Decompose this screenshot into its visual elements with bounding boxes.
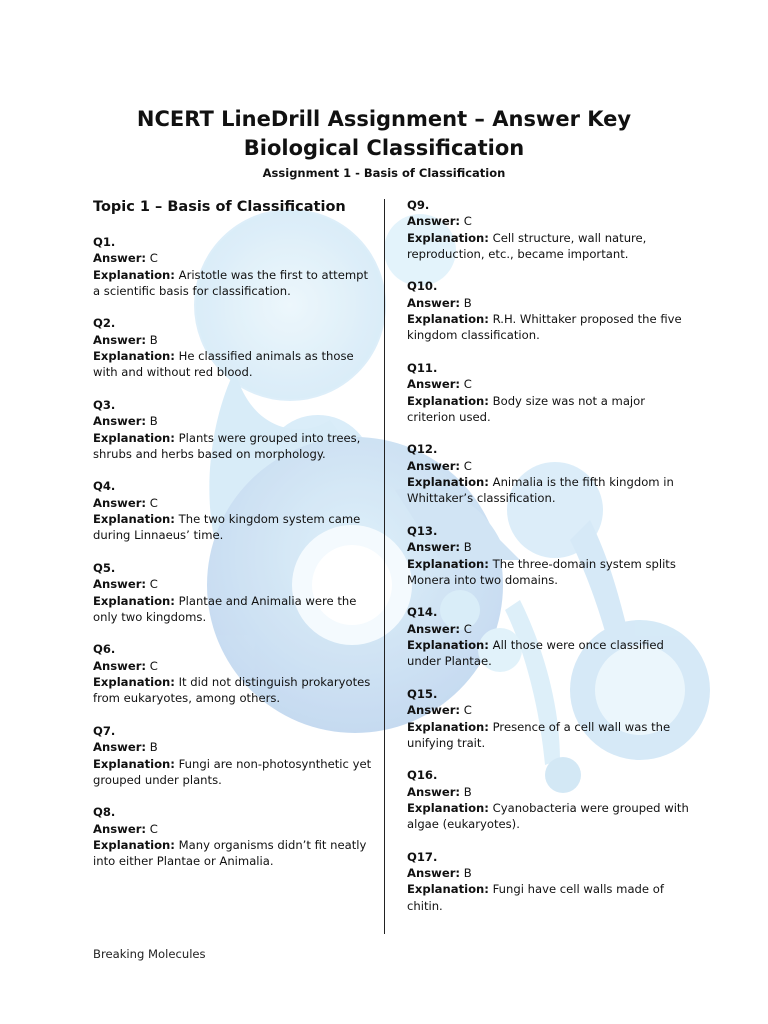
right-column xyxy=(407,197,689,930)
explanation-label: Explanation: xyxy=(407,556,489,571)
explanation-label: Explanation: xyxy=(407,882,489,897)
explanation-text: Body size was not a major criterion used. xyxy=(407,393,646,424)
explanation-text: Many organisms didn’t fit neatly into either Plantae or Animalia. xyxy=(93,837,367,869)
question-number: Q7. xyxy=(93,723,116,738)
answer-label: Answer: xyxy=(407,295,461,310)
answer-line xyxy=(93,413,375,429)
answer-value: B xyxy=(149,740,158,755)
question-block xyxy=(93,560,375,625)
explanation-line xyxy=(407,393,689,426)
question-number: Q5. xyxy=(93,560,116,575)
answer-label: Answer: xyxy=(407,458,461,473)
question-block xyxy=(93,234,375,299)
answer-value: C xyxy=(149,577,158,592)
answer-value: B xyxy=(463,866,472,881)
answer-line xyxy=(407,458,689,474)
answer-line xyxy=(407,784,689,800)
question-number: Q14. xyxy=(407,605,438,620)
explanation-line xyxy=(407,474,689,507)
explanation-label: Explanation: xyxy=(407,230,489,245)
explanation-label: Explanation: xyxy=(407,393,489,408)
question-block xyxy=(93,804,375,869)
question-number: Q12. xyxy=(407,442,438,457)
explanation-line xyxy=(407,881,689,914)
answer-label: Answer: xyxy=(93,332,147,347)
answer-line xyxy=(93,332,375,348)
answer-line xyxy=(407,376,689,392)
explanation-line xyxy=(407,800,689,833)
assignment-subtitle: Assignment 1 - Basis of Classification xyxy=(262,166,506,180)
explanation-text: Plantae and Animalia were the only two kingdoms. xyxy=(93,593,357,624)
explanation-label: Explanation: xyxy=(93,512,175,527)
answer-line xyxy=(93,250,375,266)
answer-line xyxy=(407,702,689,718)
explanation-text: The two kingdom system came during Linnaeus’ time. xyxy=(93,512,361,543)
explanation-label: Explanation: xyxy=(93,756,175,771)
answer-line xyxy=(407,621,689,637)
explanation-text: Fungi have cell walls made of chitin. xyxy=(407,882,664,913)
answer-label: Answer: xyxy=(407,866,461,881)
answer-value: C xyxy=(463,621,472,636)
explanation-text: All those were once classified under Plantae. xyxy=(407,638,664,669)
answer-line xyxy=(407,213,689,229)
answer-value: B xyxy=(149,332,158,347)
answer-line xyxy=(93,821,375,837)
answer-label: Answer: xyxy=(93,251,147,266)
explanation-line xyxy=(407,230,689,263)
document-title: NCERT LineDrill Assignment – Answer Key xyxy=(136,107,632,131)
explanation-label: Explanation: xyxy=(407,800,489,815)
question-number: Q13. xyxy=(407,523,438,538)
explanation-label: Explanation: xyxy=(407,475,489,490)
explanation-label: Explanation: xyxy=(93,430,175,445)
answer-label: Answer: xyxy=(93,740,147,755)
explanation-text: Cell structure, wall nature, reproduction, etc., became important. xyxy=(407,230,647,261)
explanation-text: R.H. Whittaker proposed the five kingdom classification. xyxy=(407,312,682,343)
question-block xyxy=(93,478,375,543)
explanation-text: He classified animals as those with and without red blood. xyxy=(93,349,354,380)
answer-label: Answer: xyxy=(407,621,461,636)
answer-value: C xyxy=(463,703,472,718)
footer-text: Breaking Molecules xyxy=(93,947,206,961)
question-number: Q9. xyxy=(407,198,430,212)
answer-value: B xyxy=(463,540,472,555)
question-number: Q2. xyxy=(93,316,116,331)
question-number: Q10. xyxy=(407,279,438,294)
answer-value: C xyxy=(149,821,158,836)
question-number: Q8. xyxy=(93,805,116,820)
explanation-label: Explanation: xyxy=(407,312,489,327)
explanation-line xyxy=(93,674,375,707)
question-block xyxy=(407,523,689,588)
explanation-text: Aristotle was the first to attempt a scientific basis for classification. xyxy=(93,267,369,298)
question-block xyxy=(407,360,689,425)
answer-value: C xyxy=(463,377,472,392)
explanation-text: Presence of a cell wall was the unifying trait. xyxy=(407,719,671,750)
answer-value: C xyxy=(149,251,158,266)
question-block xyxy=(93,315,375,380)
explanation-label: Explanation: xyxy=(407,638,489,653)
explanation-line xyxy=(93,511,375,544)
question-number: Q6. xyxy=(93,642,116,657)
explanation-label: Explanation: xyxy=(93,349,175,364)
explanation-line xyxy=(407,311,689,344)
explanation-label: Explanation: xyxy=(93,675,175,690)
explanation-text: The three-domain system splits Monera into two domains. xyxy=(407,556,676,587)
explanation-text: It did not distinguish prokaryotes from eukaryotes, among others. xyxy=(93,675,371,706)
question-number: Q4. xyxy=(93,479,116,494)
answer-line xyxy=(407,295,689,311)
explanation-line xyxy=(93,756,375,789)
answer-value: B xyxy=(463,295,472,310)
answer-line xyxy=(93,576,375,592)
answer-label: Answer: xyxy=(407,540,461,555)
explanation-line xyxy=(407,556,689,589)
question-block xyxy=(407,441,689,506)
column-divider xyxy=(384,199,385,934)
explanation-label: Explanation: xyxy=(407,719,489,734)
explanation-line xyxy=(407,637,689,670)
explanation-line xyxy=(93,430,375,463)
explanation-text: Fungi are non-photosynthetic yet grouped under plants. xyxy=(93,756,372,787)
question-block xyxy=(93,641,375,706)
answer-value: B xyxy=(149,414,158,429)
answer-label: Answer: xyxy=(407,214,461,229)
question-block xyxy=(407,849,689,914)
question-number: Q11. xyxy=(407,360,438,375)
answer-value: C xyxy=(149,658,158,673)
answer-label: Answer: xyxy=(93,414,147,429)
question-number: Q1. xyxy=(93,235,116,249)
answer-label: Answer: xyxy=(93,821,147,836)
question-block xyxy=(93,723,375,788)
answer-label: Answer: xyxy=(407,703,461,718)
explanation-line xyxy=(93,593,375,626)
answer-value: C xyxy=(463,458,472,473)
question-number: Q17. xyxy=(407,849,438,864)
answer-line xyxy=(93,495,375,511)
question-block xyxy=(407,197,689,262)
topic-heading: Topic 1 – Basis of Classification xyxy=(93,199,346,215)
left-column xyxy=(93,234,375,886)
answer-label: Answer: xyxy=(93,658,147,673)
answer-label: Answer: xyxy=(93,495,147,510)
answer-line xyxy=(93,658,375,674)
document-subject: Biological Classification xyxy=(243,136,525,160)
explanation-label: Explanation: xyxy=(93,593,175,608)
answer-value: B xyxy=(463,784,472,799)
answer-value: C xyxy=(463,214,472,229)
question-block xyxy=(407,604,689,669)
explanation-line xyxy=(93,837,375,870)
explanation-text: Animalia is the fifth kingdom in Whittaker’s classification. xyxy=(407,475,674,506)
explanation-line xyxy=(407,719,689,752)
explanation-text: Plants were grouped into trees, shrubs and herbs based on morphology. xyxy=(93,430,361,461)
explanation-line xyxy=(93,348,375,381)
answer-line xyxy=(407,865,689,881)
question-number: Q16. xyxy=(407,768,438,783)
question-block xyxy=(407,767,689,832)
answer-label: Answer: xyxy=(93,577,147,592)
explanation-label: Explanation: xyxy=(93,837,175,852)
explanation-line xyxy=(93,267,375,300)
answer-line xyxy=(93,739,375,755)
answer-value: C xyxy=(149,495,158,510)
answer-label: Answer: xyxy=(407,377,461,392)
answer-label: Answer: xyxy=(407,784,461,799)
question-block xyxy=(407,686,689,751)
question-block xyxy=(93,397,375,462)
explanation-label: Explanation: xyxy=(93,267,175,282)
explanation-text: Cyanobacteria were grouped with algae (eukaryotes). xyxy=(407,800,689,832)
question-number: Q3. xyxy=(93,397,116,412)
question-number: Q15. xyxy=(407,686,438,701)
question-block xyxy=(407,278,689,343)
answer-line xyxy=(407,539,689,555)
